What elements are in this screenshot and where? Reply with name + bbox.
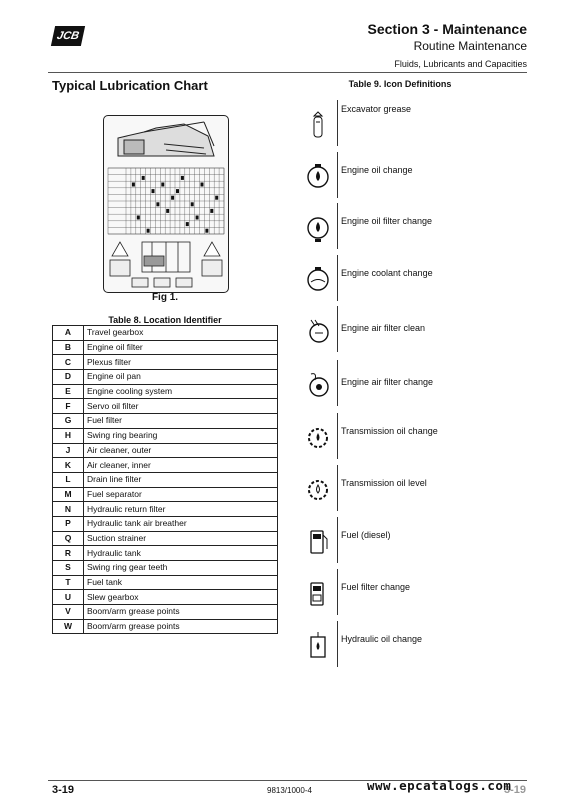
location-description: Swing ring gear teeth — [84, 561, 278, 576]
location-description: Fuel separator — [84, 487, 278, 502]
location-letter: C — [53, 355, 84, 370]
icon-definition-row — [305, 203, 527, 254]
table-row — [53, 487, 278, 502]
air-filter-clean-icon — [305, 316, 332, 346]
location-letter: A — [53, 326, 84, 341]
icon-label: Engine air filter clean — [341, 323, 426, 333]
table-row — [53, 502, 278, 517]
location-description: Boom/arm grease points — [84, 619, 278, 634]
location-letter: V — [53, 605, 84, 620]
row-divider — [337, 255, 338, 301]
location-letter: M — [53, 487, 84, 502]
row-divider — [337, 306, 338, 352]
table-row — [53, 355, 278, 370]
row-divider — [337, 360, 338, 406]
location-description: Drain line filter — [84, 472, 278, 487]
icon-label: Fuel filter change — [341, 582, 411, 592]
location-letter: G — [53, 414, 84, 429]
icon-label: Fuel (diesel) — [341, 530, 391, 540]
section-subtitle: Routine Maintenance — [413, 39, 527, 53]
table-row — [53, 561, 278, 576]
table-row — [53, 605, 278, 620]
location-letter: J — [53, 443, 84, 458]
location-description: Engine oil filter — [84, 340, 278, 355]
row-divider — [337, 203, 338, 249]
location-letter: H — [53, 428, 84, 443]
location-description: Engine cooling system — [84, 384, 278, 399]
table-row — [53, 575, 278, 590]
location-description: Fuel filter — [84, 414, 278, 429]
icon-label: Excavator grease — [341, 104, 412, 114]
location-description: Hydraulic tank air breather — [84, 516, 278, 531]
location-description: Hydraulic tank — [84, 546, 278, 561]
hydraulic-oil-icon — [305, 631, 332, 661]
icon-label: Hydraulic oil change — [341, 634, 423, 644]
fuel-filter-icon — [305, 579, 332, 609]
icon-definition-row — [305, 255, 527, 306]
row-divider — [337, 569, 338, 615]
transmission-oil-level-icon — [305, 475, 332, 505]
location-letter: S — [53, 561, 84, 576]
location-description: Swing ring bearing — [84, 428, 278, 443]
row-divider — [337, 465, 338, 511]
icon-definition-row — [305, 413, 527, 464]
row-divider — [337, 152, 338, 198]
engine-coolant-icon — [305, 265, 332, 295]
icon-definition-row — [305, 100, 527, 151]
location-description: Fuel tank — [84, 575, 278, 590]
page-number-right: 3-19 — [503, 784, 526, 796]
table-row — [53, 326, 278, 341]
icon-label: Engine oil change — [341, 165, 413, 175]
location-letter: Q — [53, 531, 84, 546]
table-row — [53, 458, 278, 473]
lubrication-chart-illustration — [104, 116, 228, 292]
icon-definition-row — [305, 517, 527, 568]
location-letter: P — [53, 516, 84, 531]
location-letter: T — [53, 575, 84, 590]
icon-label: Transmission oil level — [341, 478, 427, 488]
section-title: Section 3 - Maintenance — [367, 21, 527, 37]
location-letter: D — [53, 370, 84, 385]
location-identifier-table — [52, 325, 278, 634]
figure-caption: Fig 1. — [151, 292, 179, 303]
table-row — [53, 340, 278, 355]
icon-definition-row — [305, 465, 527, 516]
document-code: 9813/1000-4 — [267, 786, 312, 795]
table-row — [53, 619, 278, 634]
table-row — [53, 443, 278, 458]
location-letter: B — [53, 340, 84, 355]
page-number: 3-19 — [52, 784, 75, 796]
icon-label: Engine coolant change — [341, 268, 433, 278]
location-description: Slew gearbox — [84, 590, 278, 605]
engine-oil-icon — [305, 162, 332, 192]
location-description: Boom/arm grease points — [84, 605, 278, 620]
location-letter: L — [53, 472, 84, 487]
location-letter: K — [53, 458, 84, 473]
table-row — [53, 546, 278, 561]
icon-definition-row — [305, 621, 527, 672]
table-row — [53, 384, 278, 399]
row-divider — [337, 413, 338, 459]
lubrication-chart-figure — [103, 115, 229, 293]
location-description: Suction strainer — [84, 531, 278, 546]
transmission-oil-change-icon — [305, 423, 332, 453]
location-letter: W — [53, 619, 84, 634]
table-row — [53, 399, 278, 414]
icon-label: Engine oil filter change — [341, 216, 433, 226]
section-topic: Fluids, Lubricants and Capacities — [394, 59, 527, 69]
icon-label: Engine air filter change — [341, 377, 434, 387]
location-description: Servo oil filter — [84, 399, 278, 414]
header-rule — [48, 72, 527, 73]
location-description: Plexus filter — [84, 355, 278, 370]
icon-definition-row — [305, 569, 527, 620]
engine-oil-filter-icon — [305, 213, 332, 243]
location-description: Travel gearbox — [84, 326, 278, 341]
icon-definition-row — [305, 152, 527, 203]
watermark: www.epcatalogs.com — [367, 778, 512, 793]
chart-title: Typical Lubrication Chart — [52, 78, 208, 93]
air-filter-change-icon — [305, 370, 332, 400]
icon-definition-row — [305, 306, 527, 357]
location-letter: R — [53, 546, 84, 561]
table-row — [53, 516, 278, 531]
table-row — [53, 590, 278, 605]
location-letter: F — [53, 399, 84, 414]
icon-definition-row — [305, 360, 527, 411]
location-description: Air cleaner, outer — [84, 443, 278, 458]
table-row — [53, 472, 278, 487]
table-row — [53, 428, 278, 443]
table9-caption: Table 9. Icon Definitions — [348, 79, 452, 89]
row-divider — [337, 517, 338, 563]
location-description: Hydraulic return filter — [84, 502, 278, 517]
table-row — [53, 414, 278, 429]
icon-label: Transmission oil change — [341, 426, 438, 436]
grease-gun-icon — [305, 110, 332, 140]
fuel-pump-icon — [305, 527, 332, 557]
table-row — [53, 370, 278, 385]
table8-caption: Table 8. Location Identifier — [108, 315, 222, 325]
table-row — [53, 531, 278, 546]
jcb-logo: JCB — [51, 26, 85, 46]
row-divider — [337, 100, 338, 146]
row-divider — [337, 621, 338, 667]
location-letter: E — [53, 384, 84, 399]
location-letter: U — [53, 590, 84, 605]
location-letter: N — [53, 502, 84, 517]
location-description: Air cleaner, inner — [84, 458, 278, 473]
location-description: Engine oil pan — [84, 370, 278, 385]
